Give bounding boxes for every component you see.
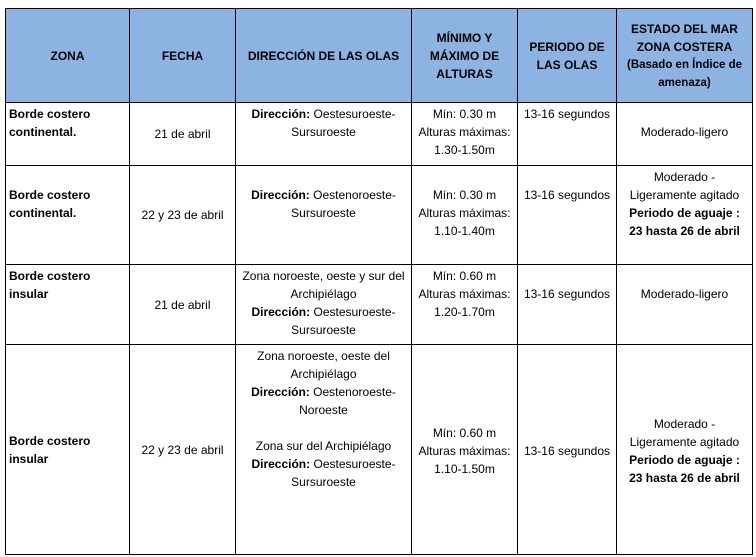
alt-max-label: Alturas máximas: [418,206,511,220]
dir-label-1: Dirección: [251,385,310,399]
aguaje-value: 23 hasta 26 de abril [629,224,740,238]
dir-zona-text-2: Zona sur del Archipiélago [255,439,392,453]
dir-label: Dirección: [251,305,311,319]
dir-value: Oestesuroeste-Sursuroeste [291,305,396,337]
cell-fecha: 22 y 23 de abril [130,345,236,555]
header-fecha: FECHA [130,9,236,103]
periodo-text: 13-16 segundos [523,188,611,202]
dir-label-2: Dirección: [251,457,311,471]
alt-max-range: 1.30-1.50m [434,143,495,157]
header-estado-sub: (Basado en Índice de amenaza) [626,58,743,89]
cell-estado [617,166,753,265]
dir-label: Dirección: [251,188,310,202]
cell-alturas [412,265,518,345]
header-zona: ZONA [6,9,130,103]
cell-alturas [412,345,518,555]
dir-value: Oestenoroeste-Sursuroeste [291,188,396,220]
cell-zona: Borde costero insular [6,265,130,345]
estado-text: Moderado - Ligeramente agitado [629,416,740,449]
alt-min: Mín: 0.30 m [432,188,497,202]
alt-min: Mín: 0.60 m [432,269,497,283]
header-alturas: MÍNIMO Y MÁXIMO DE ALTURAS [412,9,518,103]
cell-direccion [236,265,412,345]
table-row [6,103,753,166]
header-direccion: DIRECCIÓN DE LAS OLAS [236,9,412,103]
sea-state-table [5,8,753,555]
alt-max-label: Alturas máximas: [418,443,511,458]
cell-fecha: 21 de abril [130,265,236,345]
cell-direccion [236,345,412,555]
table-row [6,345,753,555]
cell-zona: Borde costero insular [6,345,130,555]
alt-min: Mín: 0.60 m [432,425,497,440]
cell-zona: Borde costero continental. [6,103,130,166]
cell-direccion [236,166,412,265]
aguaje-label: Periodo de aguaje : [629,206,740,220]
cell-periodo [518,166,617,265]
periodo-text: 13-16 segundos [523,287,611,301]
dir-label: Dirección: [251,107,311,121]
cell-fecha: 21 de abril [130,103,236,166]
estado-text: Moderado-ligero [640,125,729,139]
alt-min: Mín: 0.30 m [432,107,497,121]
header-estado [617,9,753,103]
cell-estado [617,265,753,345]
estado-text: Moderado - Ligeramente agitado [629,170,740,202]
aguaje-label: Periodo de aguaje : [629,452,740,467]
zona-text: Borde costero continental. [9,188,91,220]
dir-zona-text: Zona noroeste, oeste y sur del Archipiélago [242,269,405,301]
cell-alturas [412,103,518,166]
estado-text: Moderado-ligero [640,287,729,301]
cell-periodo [518,265,617,345]
alt-max-range: 1.20-1.70m [434,305,495,319]
cell-estado [617,103,753,166]
cell-direccion [236,103,412,166]
cell-zona [6,166,130,265]
header-periodo: PERIODO DE LAS OLAS [518,9,617,103]
alt-max-range: 1.10-1.40m [434,224,495,238]
table-row [6,166,753,265]
cell-periodo: 13-16 segundos [518,345,617,555]
alt-max-label: Alturas máximas: [418,125,511,139]
cell-alturas [412,166,518,265]
dir-value: Oestesuroeste-Sursuroeste [291,107,396,139]
dir-value-2: Oestesuroeste-Sursuroeste [291,457,396,489]
aguaje-value: 23 hasta 26 de abril [629,470,740,485]
cell-fecha: 22 y 23 de abril [130,166,236,265]
header-estado-title: ESTADO DEL MAR ZONA COSTERA [631,21,738,54]
dir-value-1: Oestenoroeste-Noroeste [299,385,396,417]
header-row [6,9,753,103]
dir-zona-text-1: Zona noroeste, oeste del Archipiélago [257,349,390,381]
cell-periodo: 13-16 segundos [518,103,617,166]
table-row [6,265,753,345]
alt-max-range: 1.10-1.50m [434,461,495,476]
cell-estado [617,345,753,555]
alt-max-label: Alturas máximas: [418,287,511,301]
